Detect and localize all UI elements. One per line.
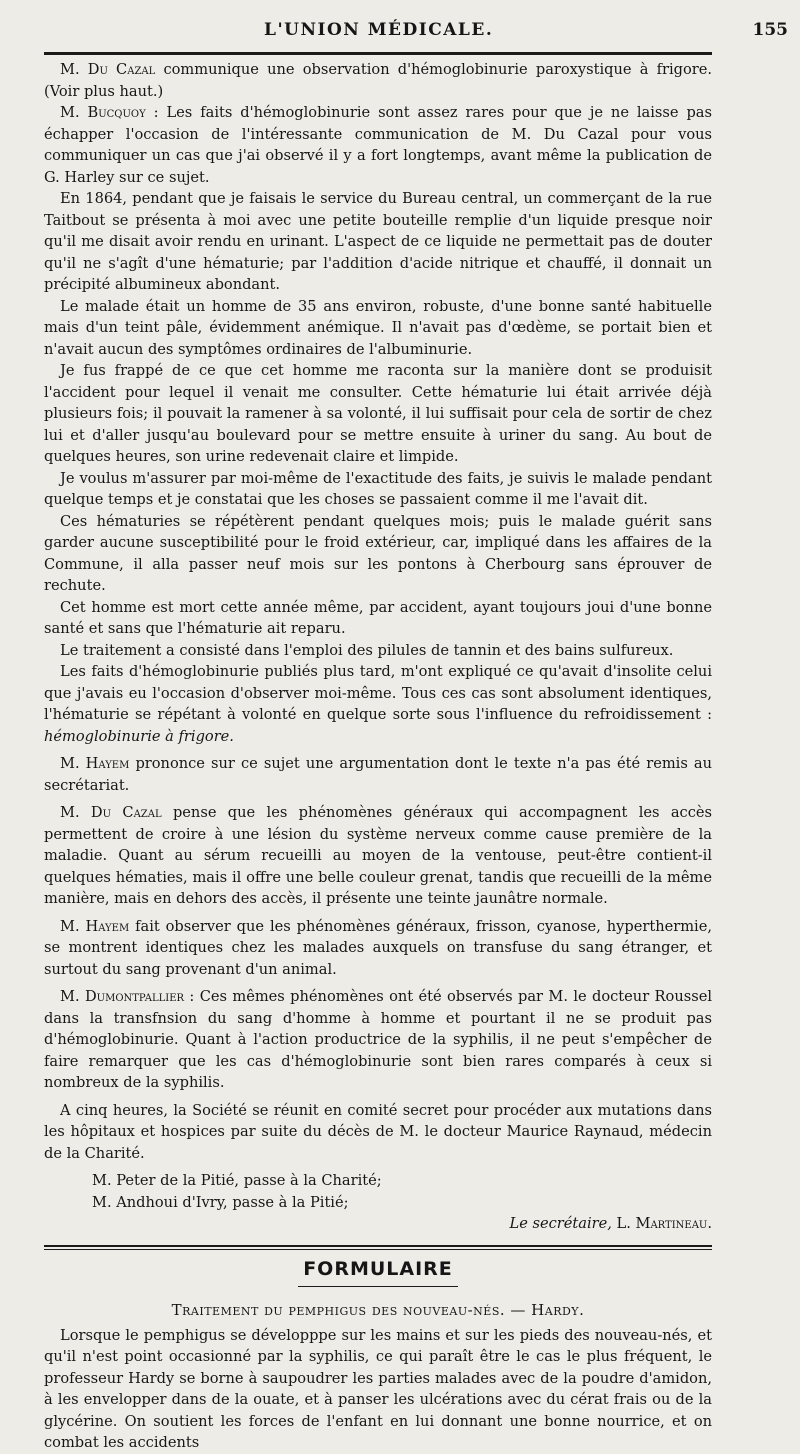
article-paragraph [44,916,712,981]
speaker-name: M. Dumontpallier : [60,988,195,1005]
article-paragraph [44,1100,712,1165]
speaker-name: M. Du Cazal [60,804,162,821]
secretary-signature [44,1213,712,1235]
section-subtitle: Traitement du pemphigus des nouveau-nés. — Hardy. [171,1300,585,1319]
article-body [44,59,712,1164]
article-paragraph [44,468,712,511]
signature-name: L. Martineau. [611,1215,712,1232]
paragraph-text: Les faits d'hémoglobinurie sont assez rares pour que je ne laisse pas échapper l'occasion de l'intéressante communication de M. Du Cazal pour vous communiquer un cas que j'ai observé il y a fort longtemps, avant même la publication de G. Harley sur ce sujet. [44,104,712,186]
section-title: FORMULAIRE [303,1257,453,1280]
article-paragraph [44,188,712,296]
page-header [44,0,788,44]
page-number: 155 [752,20,788,40]
article-paragraph [44,661,712,747]
title-underline [298,1286,458,1287]
mutation-line: M. Peter de la Pitié, passe à la Charité; [92,1172,382,1189]
paragraph-text: Ces hématuries se répétèrent pendant quelques mois; puis le malade guérit sans garder aucune susceptibilité pour le froid extérieur, car, impliqué dans les affaires de la Commune, il alla passer neuf mois sur les pontons à Cherbourg sans éprouver de rechute. [44,512,712,594]
paragraph-text: Les faits d'hémoglobinurie publiés plus tard, m'ont expliqué ce qu'avait d'insolite celui que j'avais eu l'occasion d'observer moi-même. Tous ces cas sont absolument identiques, l'hématurie se répétant à volonté en quelque sorte sous l'influence du refroidissement : [44,663,712,723]
signature-role: Le secrétaire, [509,1215,612,1232]
article-paragraph [44,296,712,361]
paragraph-text: Cet homme est mort cette année même, par accident, ayant toujours joui d'une bonne santé et sans que l'hématurie ait reparu. [44,598,712,637]
article-paragraph [44,102,712,188]
paragraph-text: En 1864, pendant que je faisais le service du Bureau central, un commerçant de la rue Taitbout se présenta à moi avec une petite bouteille remplie d'un liquide presque noir qu'il me disait avoir rendu en urinant. L'aspect de ce liquide ne permettait pas de douter qu'il ne s'agît d'une hématurie; par l'addition d'acide nitrique et chauffé, il donnait un précipité albumineux abondant. [44,190,712,293]
mutations-list [44,1170,712,1235]
header-rule [44,52,712,55]
paragraph-text: Je fus frappé de ce que cet homme me raconta sur la manière dont se produisit l'accident pour lequel il venait me consulter. Cette hématurie lui était arrivée déjà plusieurs fois; il pouvait la ramener à sa volonté, il lui suffisait pour cela de sortir de chez lui et d'aller jusqu'au boulevard pour se mettre ensuite à uriner du sang. Au bout de quelques heures, son urine redevenait claire et limpide. [44,362,712,465]
article-paragraph [44,753,712,796]
article-paragraph [44,511,712,597]
paragraph-text: prononce sur ce sujet une argumentation dont le texte n'a pas été remis au secrétariat. [44,755,713,794]
article-paragraph [44,59,712,102]
article-paragraph [44,360,712,468]
mutation-line: M. Andhoui d'Ivry, passe à la Pitié; [92,1193,349,1211]
paragraph-text: Le traitement a consisté dans l'emploi des pilules de tannin et des bains sulfureux. [60,641,674,659]
section-divider [44,1245,712,1250]
paragraph-text: A cinq heures, la Société se réunit en comité secret pour procéder aux mutations dans les hôpitaux et hospices par suite du décès de M. le docteur Maurice Raynaud, médecin de la Charité. [44,1101,712,1162]
formulaire-body [44,1325,712,1454]
paragraph-text: fait observer que les phénomènes généraux, frisson, cyanose, hyperthermie, se montrent identiques chez les malades auxquels on transfuse du sang étranger, et surtout du sang provenant d'un animal. [44,917,712,978]
article-paragraph [44,640,712,662]
article-paragraph [44,802,712,910]
article-paragraph [44,597,712,640]
paragraph-text: Le malade était un homme de 35 ans environ, robuste, d'une bonne santé habituelle mais d'un teint pâle, évidemment anémique. Il n'avait pas d'œdème, se portait bien et n'avait aucun des symptômes ordinaires de l'albuminurie. [44,297,712,358]
speaker-name: M. Du Cazal [60,61,156,78]
paragraph-text: pense que les phénomènes généraux qui accompagnent les accès permettent de croire à une lésion du système nerveux comme cause première de la maladie. Quant au sérum recueilli au moyen de la ventouse, peut-être contient-il quelques hématies, mais il offre une belle couleur grenat, tandis que recueilli de la même manière, mais en dehors des accès, il présente une teinte jaunâtre normale. [44,804,713,907]
speaker-name: M. Bucquoy : [60,104,159,121]
journal-title: L'UNION MÉDICALE. [264,20,494,40]
speaker-name: M. Hayem [60,917,130,935]
paragraph-text: communique une observation d'hémoglobinurie paroxystique à frigore. (Voir plus haut.) [44,61,713,100]
paragraph-text: Ces mêmes phénomènes ont été observés par M. le docteur Roussel dans la transfnsion du sang d'homme à homme et pourtant il ne se produit pas d'hémoglobinurie. Quant à l'action productrice de la syphilis, il ne peut s'empêcher de faire remarquer que les cas d'hémoglobinurie sont bien rares comparés à ceux si nombreux de la syphilis. [44,988,713,1091]
formulaire-paragraph: Lorsque le pemphigus se développpe sur les mains et sur les pieds des nouveau-nés, et qu'il n'est point occasionné par la syphilis, ce qui paraît être le cas le plus fréquent, le professeur Hardy se borne à saupoudrer les parties malades avec de la poudre d'amidon, à les envelopper dans de la ouate, et à panser les ulcérations avec du cérat frais ou de la glycérine. On soutient les forces de l'enfant en lui donnant une bonne nourrice, et on combat les accidents [44,1326,712,1451]
speaker-name: M. Hayem [60,755,130,772]
italic-term: hémoglobinurie à frigore. [44,727,234,745]
paragraph-text: Je voulus m'assurer par moi-même de l'exactitude des faits, je suivis le malade pendant quelque temps et je constatai que les choses se passaient comme il me l'avait dit. [44,469,712,508]
article-paragraph [44,986,712,1094]
